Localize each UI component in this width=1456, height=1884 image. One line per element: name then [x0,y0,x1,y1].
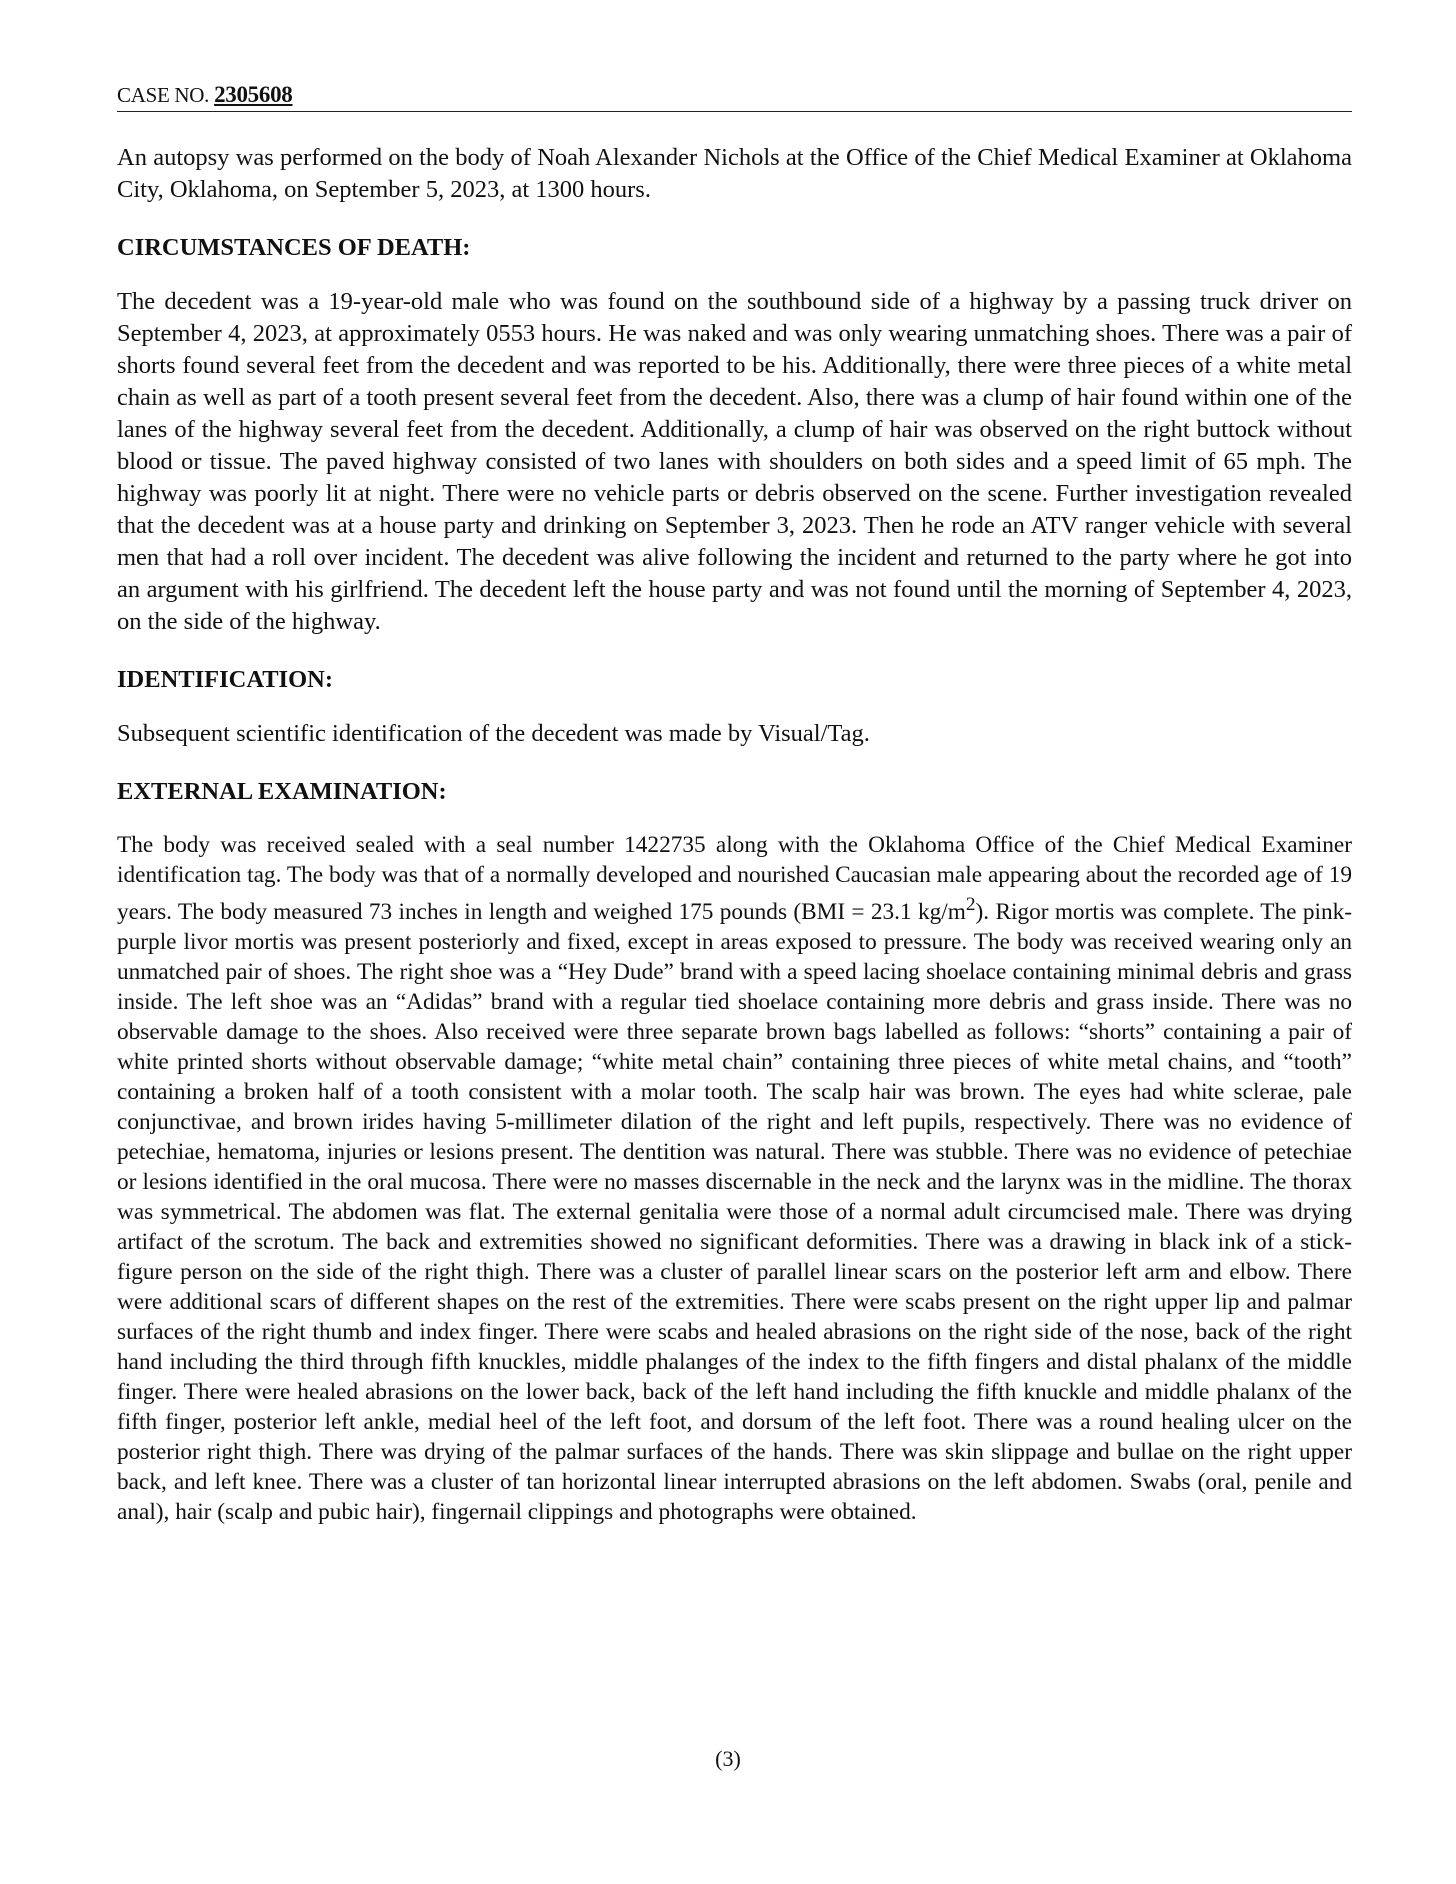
intro-paragraph: An autopsy was performed on the body of Noah Alexander Nichols at the Office of the Chief Medical Examiner at Oklahoma City, Oklahoma, on September 5, 2023, at 1300 hours. [117,144,1352,204]
identification-paragraph: Subsequent scientific identification of the decedent was made by Visual/Tag. [117,720,870,748]
heading-identification: IDENTIFICATION: [117,666,333,694]
external-examination-paragraph [117,830,1352,1527]
case-header [117,82,1352,112]
circumstances-paragraph: The decedent was a 19-year-old male who was found on the southbound side of a highway by a passing truck driver on September 4, 2023, at approximately 0553 hours. He was naked and was only wearing unmatching shoes. There was a pair of shorts found several feet from the decedent and was reported to be his. Additionally, there were three pieces of a white metal chain as well as part of a tooth present several feet from the decedent. Also, there was a clump of hair found within one of the lanes of the highway several feet from the decedent. Additionally, a clump of hair was observed on the right buttock without blood or tissue. The paved highway consisted of two lanes with shoulders on both sides and a speed limit of 65 mph. The highway was poorly lit at night. There were no vehicle parts or debris observed on the scene. Further investigation revealed that the decedent was at a house party and drinking on September 3, 2023. Then he rode an ATV ranger vehicle with several men that had a roll over incident. The decedent was alive following the incident and returned to the party where he got into an argument with his girlfriend. The decedent left the house party and was not found until the morning of September 4, 2023, on the side of the highway. [117,288,1352,636]
heading-external-examination: EXTERNAL EXAMINATION: [117,778,447,806]
case-label: CASE NO. [117,83,210,107]
page-number: (3) [715,1746,741,1771]
heading-circumstances-of-death: CIRCUMSTANCES OF DEATH: [117,234,471,262]
external-text-part-2: ). Rigor mortis was complete. The pink-purple livor mortis was present posteriorly and fixed, except in areas exposed to pressure. The body was received wearing only an unmatched pair of shoes. The right shoe was a “Hey Dude” brand with a speed lacing shoelace containing minimal debris and grass inside. The left shoe was an “Adidas” brand with a regular tied shoelace containing more debris and grass inside. There was no observable damage to the shoes. Also received were three separate brown bags labelled as follows: “shorts” containing a pair of white printed shorts without observable damage; “white metal chain” containing three pieces of white metal chains, and “tooth” containing a broken half of a tooth consistent with a molar tooth. The scalp hair was brown. The eyes had white sclerae, pale conjunctivae, and brown irides having 5-millimeter dilation of the right and left pupils, respectively. There was no evidence of petechiae, hematoma, injuries or lesions present. The dentition was natural. There was stubble. There was no evidence of petechiae or lesions identified in the oral mucosa. There were no masses discernable in the neck and the larynx was in the midline. The thorax was symmetrical. The abdomen was flat. The external genitalia were those of a normal adult circumcised male. There was drying artifact of the scrotum. The back and extremities showed no significant deformities. There was a drawing in black ink of a stick-figure person on the side of the right thigh. There was a cluster of parallel linear scars on the posterior left arm and elbow. There were additional scars of different shapes on the rest of the extremities. There were scabs present on the right upper lip and palmar surfaces of the right thumb and index finger. There were scabs and healed abrasions on the right side of the nose, back of the right hand including the third through fifth knuckles, middle phalanges of the index to the fifth fingers and distal phalanx of the middle finger. There were healed abrasions on the lower back, back of the left hand including the fifth knuckle and middle phalanx of the fifth finger, posterior left ankle, medial heel of the left foot, and dorsum of the left foot. There was a round healing ulcer on the posterior right thigh. There was drying of the palmar surfaces of the hands. There was skin slippage and bullae on the right upper back, and left knee. There was a cluster of tan horizontal linear interrupted abrasions on the left abdomen. Swabs (oral, penile and anal), hair (scalp and pubic hair), fingernail clippings and photographs were obtained. [117,899,1353,1526]
document-page [117,82,1352,1527]
external-text-part-1: The body was received sealed with a seal number 1422735 along with the Oklahoma Office of the Chief Medical Examiner identification tag. The body was that of a normally developed and nourished Caucasian male appearing about the recorded age of 19 years. The body measured 73 inches in length and weighed 175 pounds (BMI = 23.1 kg/m [117,832,1352,926]
superscript-squared: 2 [965,894,976,916]
case-number: 2305608 [214,82,293,107]
